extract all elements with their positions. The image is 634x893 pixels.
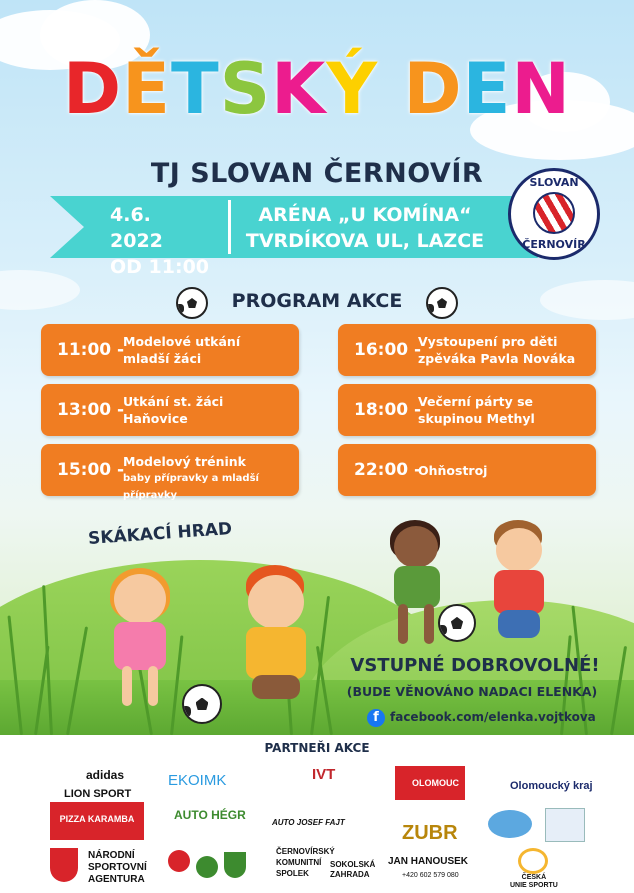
club-name: TJ SLOVAN ČERNOVÍR [150,158,484,189]
title-letter: Ý [326,48,379,130]
lion-sport-logo: LION SPORT [64,788,132,800]
olomoucky-kraj-logo: Olomoucký kraj [510,780,593,792]
event-date [110,202,210,280]
banner-divider [228,200,231,254]
sport-club-logo [224,852,246,878]
partners-title: PARTNEŘI AKCE [264,741,370,755]
olomouc-logo: OLOMOUC [395,766,465,800]
girl-illustration [96,560,186,720]
zubr-logo: ZUBR [402,822,458,844]
program-item-line2: mladší žáci [123,351,202,366]
program-item-time: 15:00 - [57,460,125,480]
program-item-line2: Haňovice [123,411,188,426]
boy-illustration [232,565,322,725]
poster-title [0,48,634,130]
cus-line: UNIE SPORTU [510,882,558,889]
program-item-desc [123,453,299,504]
title-letter: T [170,48,220,130]
title-letter: D [63,48,123,130]
program-item-line1: Modelové utkání [123,334,241,349]
admission-note: (BUDE VĚNOVÁNO NADACI ELENKA) [346,684,598,699]
event-date-day: 4.6. 2022 [110,204,163,252]
ivt-logo: IVT [312,766,336,783]
football-icon [426,287,458,319]
program-item [338,324,596,376]
program-item [338,444,596,496]
jan-hanousek-logo: JAN HANOUSEK [388,856,469,867]
program-item-desc [418,462,487,479]
club-badge-emblem [533,192,575,234]
cus-line: ČESKÁ [521,874,547,881]
program-item-desc [418,333,575,367]
event-date-time: OD 11:00 [110,256,210,278]
jan-hanousek-phone: +420 602 579 080 [402,872,459,879]
event-place [240,202,490,254]
program-item-time: 22:00 - [354,460,422,480]
adidas-logo: adidas [86,768,125,782]
nsa-logo [88,850,147,886]
football-icon [438,604,476,642]
title-letter: N [511,48,571,130]
program-title: PROGRAM AKCE [231,290,403,312]
title-letter: E [462,48,512,130]
ekoimk-logo: EKOIMK [168,772,227,789]
boy-illustration [486,520,556,660]
nsa-line: NÁRODNÍ [88,850,135,861]
program-item-desc [123,393,223,427]
club-badge-top-text: SLOVAN [529,176,579,189]
program-item-desc [418,393,535,427]
program-item-line2: baby přípravky a mladší přípravky [123,473,259,501]
czech-lion-emblem-icon [50,848,78,882]
cernovirsky-spolek-logo [276,846,335,879]
nsa-line: AGENTURA [88,874,145,885]
cus-logo [510,874,558,890]
program-item [41,324,299,376]
program-item-time: 11:00 - [57,340,125,360]
football-icon [182,684,222,724]
title-letter: D [403,48,463,130]
title-letter: S [219,48,272,130]
spolek-line: KOMUNITNÍ [276,858,322,867]
spolek-line: SPOLEK [276,869,309,878]
fotbal-logo [168,850,190,872]
admission-text: VSTUPNÉ DOBROVOLNÉ! [350,655,600,676]
program-item-line1: Utkání st. žáci [123,394,224,409]
program-item-line1: Modelový trénink [123,454,246,469]
program-item [41,444,299,501]
auto-hegr-logo: AUTO HÉGR [174,808,246,822]
spolek-line: ČERNOVÍRSKÝ [276,847,335,856]
sokol-line: SOKOLSKÁ [330,860,376,869]
football-club-logo [196,856,218,878]
program-item-line1: Večerní párty se [418,394,533,409]
program-item [41,384,299,436]
program-item-line2: skupinou Methyl [418,411,535,426]
partner-logo-blue [488,810,532,838]
program-item-time: 18:00 - [354,400,422,420]
sokol-line: ZAHRADA [330,870,370,879]
cus-logo-icon [518,848,548,874]
pizza-karamba-logo: PIZZA KARAMBA [50,802,144,840]
event-place-street: TVRDÍKOVA UL, LAZCE [245,230,485,252]
auto-josef-fajt-logo: AUTO JOSEF FAJT [272,818,345,827]
partner-logo-box [545,808,585,842]
nsa-line: SPORTOVNÍ [88,862,147,873]
bouncy-castle-label: SKÁKACÍ HRAD [87,518,233,550]
program-item-time: 13:00 - [57,400,125,420]
facebook-link[interactable]: facebook.com/elenka.vojtkova [390,710,596,724]
program-item-line1: Vystoupení pro děti [418,334,558,349]
program-item-line1: Ohňostroj [418,463,488,478]
title-letter: Ě [122,48,171,130]
sokolska-zahrada-logo [330,860,375,880]
program-item-desc [123,333,240,367]
club-badge-bottom-text: ČERNOVÍR [522,238,586,251]
program-item-line2: zpěváka Pavla Nováka [418,351,576,366]
program-item-time: 16:00 - [354,340,422,360]
event-place-venue: ARÉNA „U KOMÍNA“ [258,204,472,226]
banner-tail-left [50,196,84,258]
title-letter: K [271,48,327,130]
facebook-icon: f [367,709,385,727]
program-item [338,384,596,436]
